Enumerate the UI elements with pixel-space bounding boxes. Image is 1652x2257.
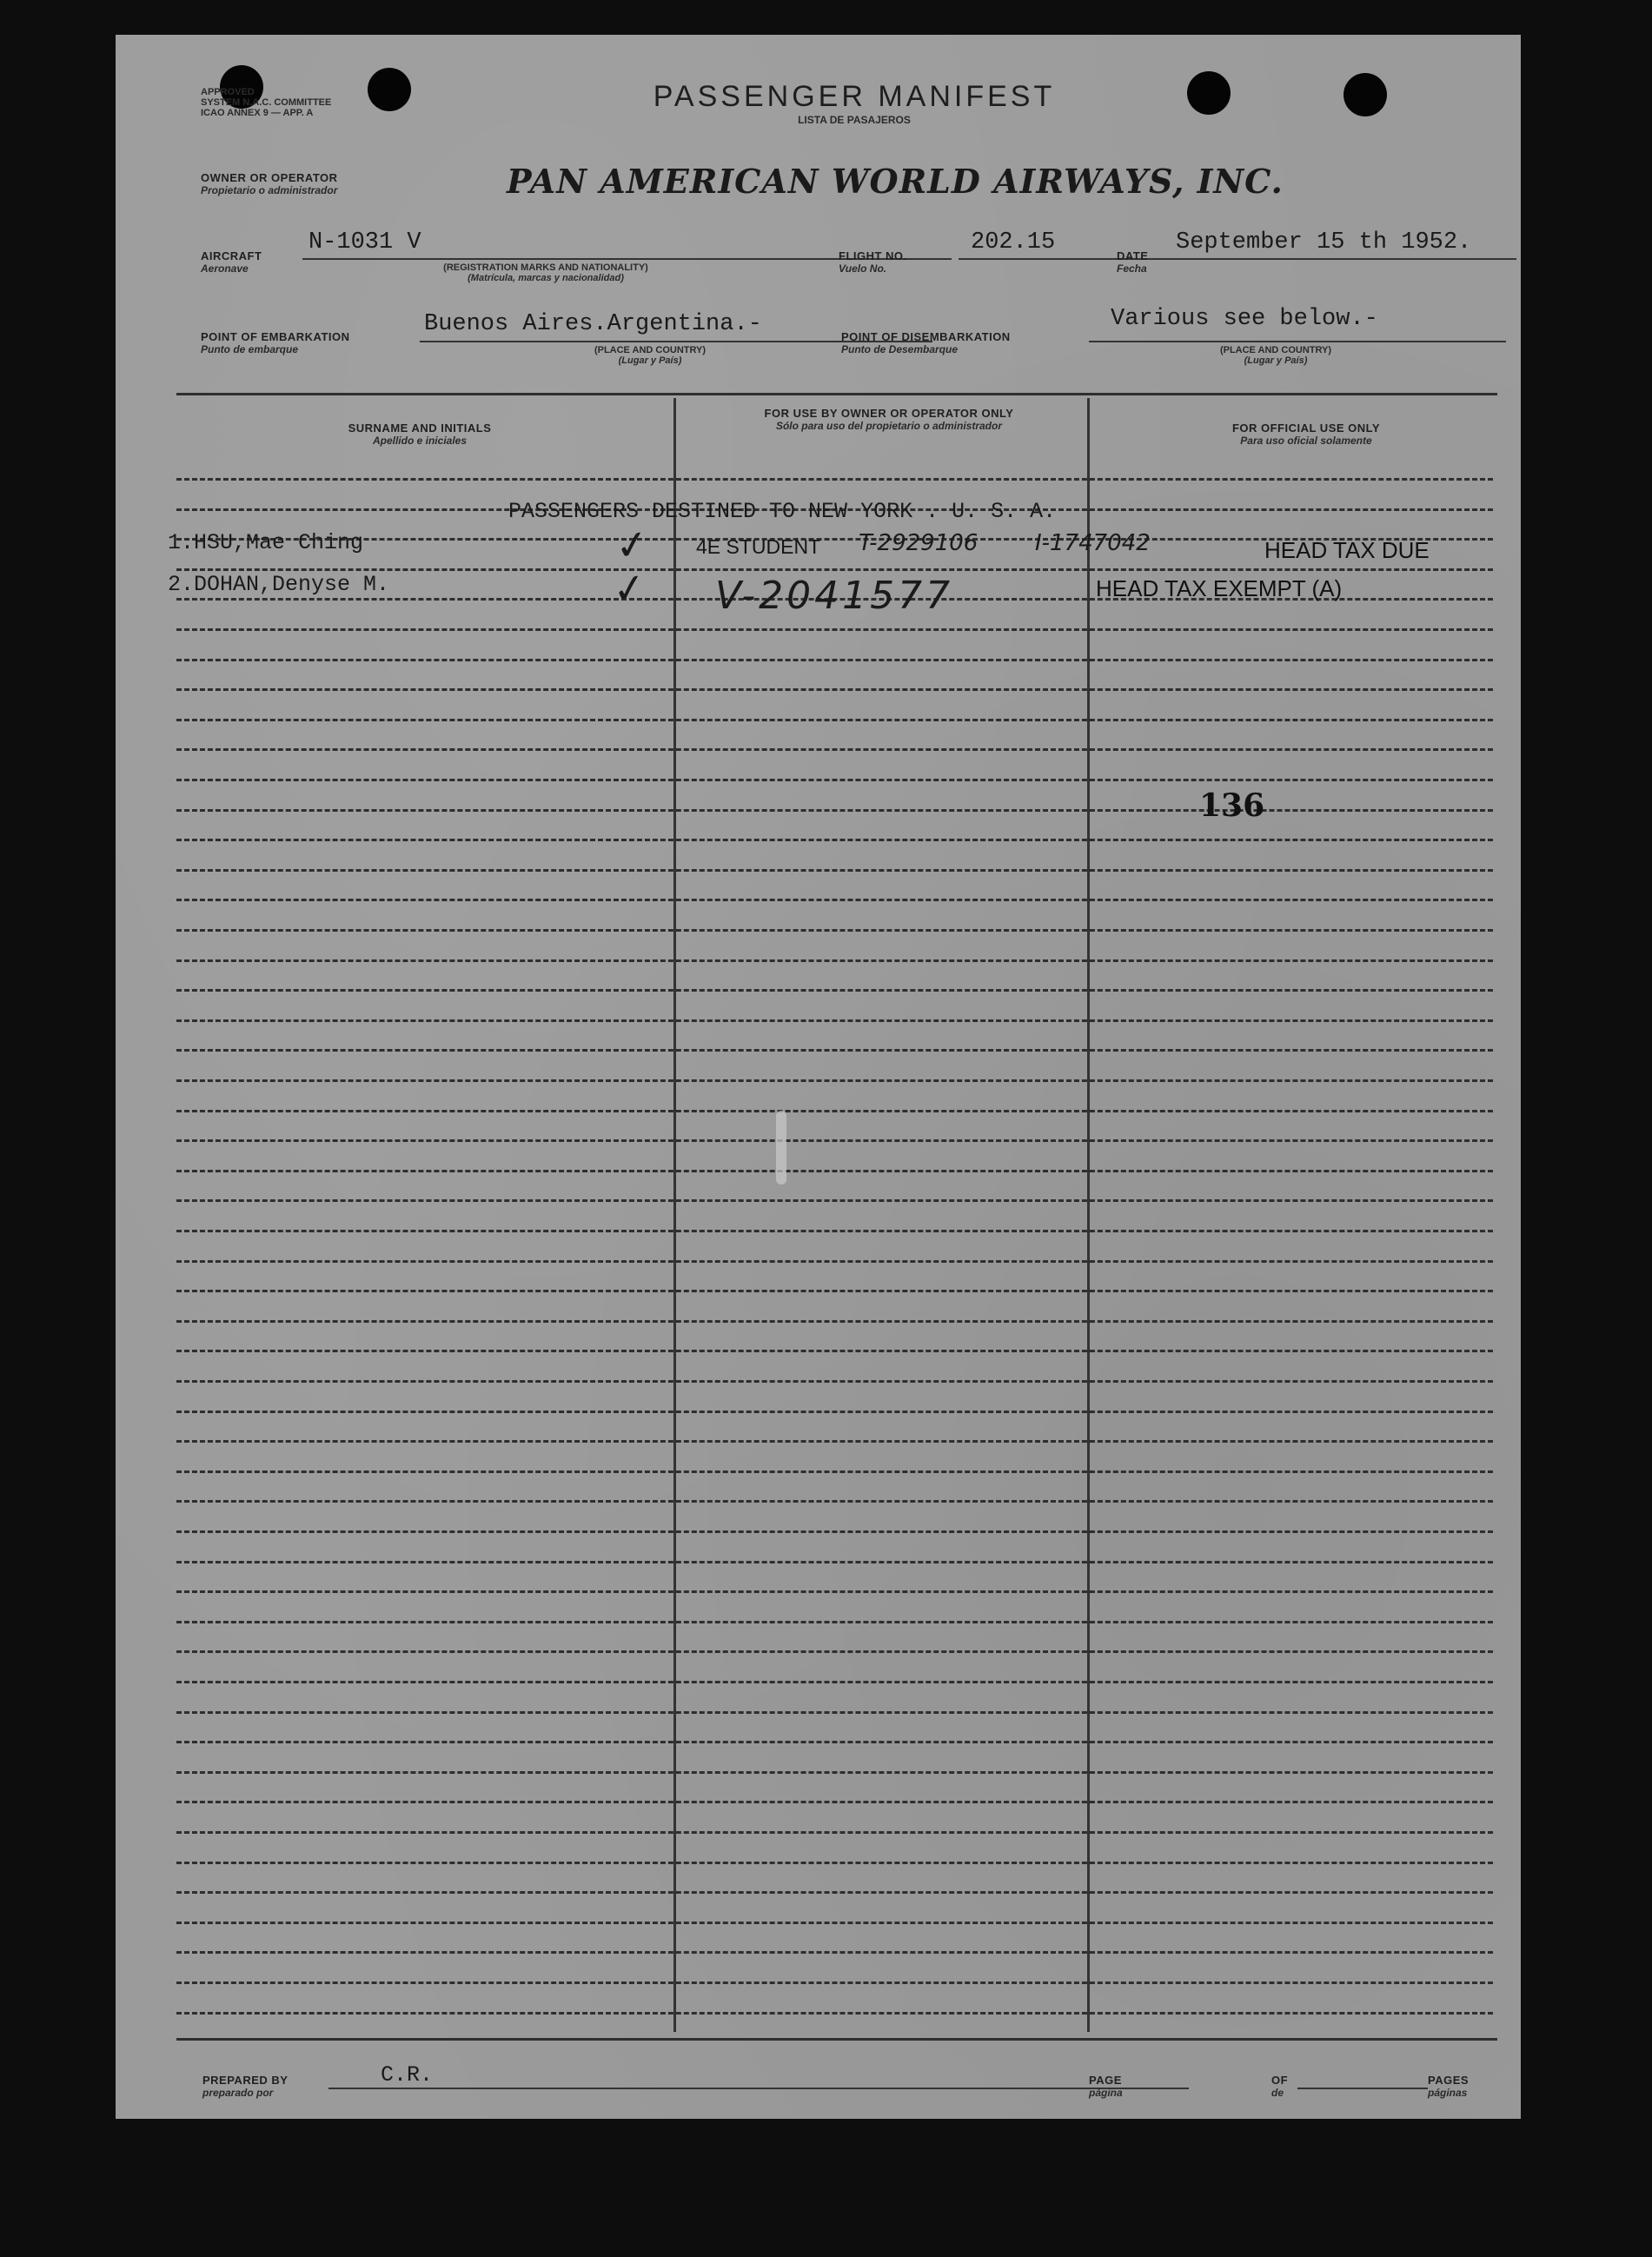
- ruled-line: [176, 1470, 1493, 1473]
- ruled-line: [176, 719, 1493, 721]
- paper-smudge: [776, 1111, 786, 1185]
- disembarkation-underline: [1089, 341, 1506, 342]
- ruled-line: [176, 1801, 1493, 1803]
- table-top-rule: [176, 393, 1497, 395]
- date-value: September 15 th 1952.: [1176, 229, 1472, 256]
- ruled-line: [176, 478, 1493, 481]
- ruled-line: [176, 1380, 1493, 1383]
- check-mark: ✓: [609, 562, 650, 614]
- ruled-line: [176, 1530, 1493, 1533]
- ruled-line: [176, 1350, 1493, 1352]
- page-subtitle: LISTA DE PASAJEROS: [798, 114, 911, 126]
- aircraft-label-es: Aeronave: [201, 262, 249, 275]
- embarkation-label-es: Punto de embarque: [201, 343, 299, 355]
- ruled-line: [176, 1320, 1493, 1323]
- ruled-line: [176, 1831, 1493, 1834]
- operator-note: 4E STUDENT: [696, 535, 821, 558]
- ruled-line: [176, 1650, 1493, 1653]
- page-label: PAGE: [1089, 2074, 1122, 2087]
- page-label-block: [1089, 2074, 1123, 2099]
- flight-value: 202.15: [971, 229, 1056, 256]
- official-handwritten-number: I-1747042: [1035, 530, 1151, 556]
- ruled-line: [176, 1440, 1493, 1443]
- aircraft-sub-block: [402, 262, 689, 283]
- ruled-line: [176, 1741, 1493, 1743]
- ruled-line: [176, 1199, 1493, 1202]
- ruled-line: [176, 2012, 1493, 2015]
- ruled-line: [176, 1260, 1493, 1263]
- ruled-line: [176, 809, 1493, 812]
- ruled-line: [176, 1500, 1493, 1503]
- date-label: DATE: [1117, 249, 1149, 262]
- aircraft-label: AIRCRAFT: [201, 249, 262, 262]
- col2-title: FOR USE BY OWNER OR OPERATOR ONLY: [764, 407, 1014, 420]
- ruled-line: [176, 779, 1493, 781]
- ruled-line: [176, 1139, 1493, 1142]
- operator-name: PAN AMERICAN WORLD AIRWAYS, INC.: [507, 162, 1284, 201]
- operator-handwritten-number: T-2929106: [859, 530, 979, 556]
- head-tax-exempt-stamp: HEAD TAX EXEMPT (A): [1096, 575, 1343, 601]
- ruled-line: [176, 1681, 1493, 1683]
- ruled-line: [176, 1711, 1493, 1714]
- ruled-line: [176, 628, 1493, 631]
- col3-title: FOR OFFICIAL USE ONLY: [1231, 422, 1381, 435]
- col1-header: [229, 422, 611, 447]
- col2-header: [759, 407, 1019, 432]
- embarkation-label-block: [201, 330, 350, 355]
- binder-hole: [1187, 71, 1231, 115]
- ruled-line: [176, 1290, 1493, 1292]
- page-label-es: página: [1089, 2087, 1123, 2099]
- ruled-line: [176, 1891, 1493, 1894]
- ruled-line: [176, 1079, 1493, 1082]
- passenger-name: 2.DOHAN,Denyse M.: [168, 572, 390, 597]
- owner-label: OWNER OR OPERATOR: [201, 171, 338, 184]
- embarkation-label: POINT OF EMBARKATION: [201, 330, 350, 343]
- ruled-line: [176, 959, 1493, 962]
- ruled-line: [176, 1862, 1493, 1864]
- disembarkation-label-block: [841, 330, 1011, 355]
- pages-label-es: páginas: [1428, 2087, 1468, 2099]
- passenger-name: 1.HSU,Mae Ching: [168, 530, 364, 555]
- head-tax-due-stamp: HEAD TAX DUE: [1264, 537, 1430, 563]
- column-divider: [673, 398, 676, 2032]
- binder-hole: [1343, 73, 1387, 116]
- manifest-sheet: [116, 35, 1521, 2119]
- embarkation-sub-label: (PLACE AND COUNTRY): [594, 345, 707, 355]
- ruled-line: [176, 659, 1493, 661]
- pages-label: PAGES: [1428, 2074, 1470, 2087]
- aircraft-label-block: [201, 249, 262, 275]
- prepared-label: PREPARED BY: [202, 2074, 289, 2087]
- pages-label-block: [1428, 2074, 1469, 2099]
- ruled-line: [176, 989, 1493, 992]
- ruled-line: [176, 688, 1493, 691]
- aircraft-sub-label-es: (Matrícula, marcas y nacionalidad): [468, 273, 624, 283]
- embarkation-sub-label-es: (Lugar y País): [618, 355, 682, 366]
- disembarkation-sub-label: (PLACE AND COUNTRY): [1219, 345, 1332, 355]
- ruled-line: [176, 839, 1493, 841]
- disembarkation-label: POINT OF DISEMBARKATION: [841, 330, 1011, 343]
- ruled-line: [176, 748, 1493, 751]
- disembarkation-label-es: Punto de Desembarque: [841, 343, 959, 355]
- prepared-underline: [328, 2088, 1189, 2089]
- operator-handwritten-number: V-2041577: [715, 574, 954, 618]
- ruled-line: [176, 1049, 1493, 1052]
- ruled-line: [176, 1982, 1493, 1984]
- disembarkation-sub-block: [1176, 345, 1376, 366]
- of-label: OF: [1271, 2074, 1289, 2087]
- ruled-line: [176, 1110, 1493, 1112]
- disembarkation-value: Various see below.-: [1111, 306, 1378, 332]
- of-label-block: [1271, 2074, 1288, 2099]
- ruled-line: [176, 1230, 1493, 1232]
- owner-label-es: Propietario o administrador: [201, 184, 338, 196]
- ruled-line: [176, 929, 1493, 932]
- of-underline: [1297, 2088, 1428, 2089]
- ruled-line: [176, 1621, 1493, 1623]
- ruled-line: [176, 869, 1493, 872]
- date-label-es: Fecha: [1117, 262, 1147, 275]
- flight-label: FLIGHT NO.: [839, 249, 907, 262]
- ruled-line: [176, 1170, 1493, 1172]
- approval-line: ICAO ANNEX 9 — APP. A: [201, 108, 314, 118]
- destination-note: PASSENGERS DESTINED TO NEW YORK . U. S. A.: [508, 499, 1057, 524]
- ruled-line: [176, 1561, 1493, 1563]
- date-label-block: [1117, 249, 1148, 275]
- table-bottom-rule: [176, 2038, 1497, 2041]
- date-underline: [1169, 258, 1516, 260]
- prepared-value: C.R.: [381, 2062, 434, 2088]
- prepared-by-block: [202, 2074, 288, 2099]
- ruled-line: [176, 1951, 1493, 1954]
- col3-title-es: Para uso oficial solamente: [1240, 435, 1372, 447]
- approval-line: SYSTEM N.A.C. COMMITTEE: [201, 97, 332, 108]
- ruled-line: [176, 1590, 1493, 1593]
- ruled-line: [176, 1411, 1493, 1413]
- flight-label-block: [839, 249, 907, 275]
- page-title: PASSENGER MANIFEST: [653, 80, 1056, 113]
- embarkation-sub-block: [541, 345, 759, 366]
- title-block: [550, 80, 1158, 126]
- owner-label-block: [201, 171, 338, 196]
- aircraft-sub-label: (REGISTRATION MARKS AND NATIONALITY): [443, 262, 648, 273]
- ruled-line: [176, 1922, 1493, 1924]
- prepared-label-es: preparado por: [202, 2087, 274, 2099]
- ruled-line: [176, 1771, 1493, 1774]
- flight-label-es: Vuelo No.: [839, 262, 887, 275]
- ruled-line: [176, 899, 1493, 901]
- approval-block: [201, 87, 383, 118]
- approval-line: APPROVED: [201, 87, 255, 97]
- of-label-es: de: [1271, 2087, 1284, 2099]
- check-mark: ✓: [612, 519, 653, 571]
- disembarkation-sub-label-es: (Lugar y País): [1244, 355, 1308, 366]
- col3-header: [1150, 422, 1463, 447]
- column-divider: [1087, 398, 1090, 2032]
- ruled-line: [176, 1019, 1493, 1022]
- col1-title: SURNAME AND INITIALS: [348, 422, 492, 435]
- embarkation-value: Buenos Aires.Argentina.-: [424, 311, 762, 337]
- stamp-number: 136: [1199, 787, 1265, 824]
- ruled-line: [176, 568, 1493, 571]
- col1-title-es: Apellido e iniciales: [372, 435, 468, 447]
- aircraft-value: N-1031 V: [309, 229, 421, 256]
- col2-title-es: Sólo para uso del propietario o administrador: [775, 420, 1003, 432]
